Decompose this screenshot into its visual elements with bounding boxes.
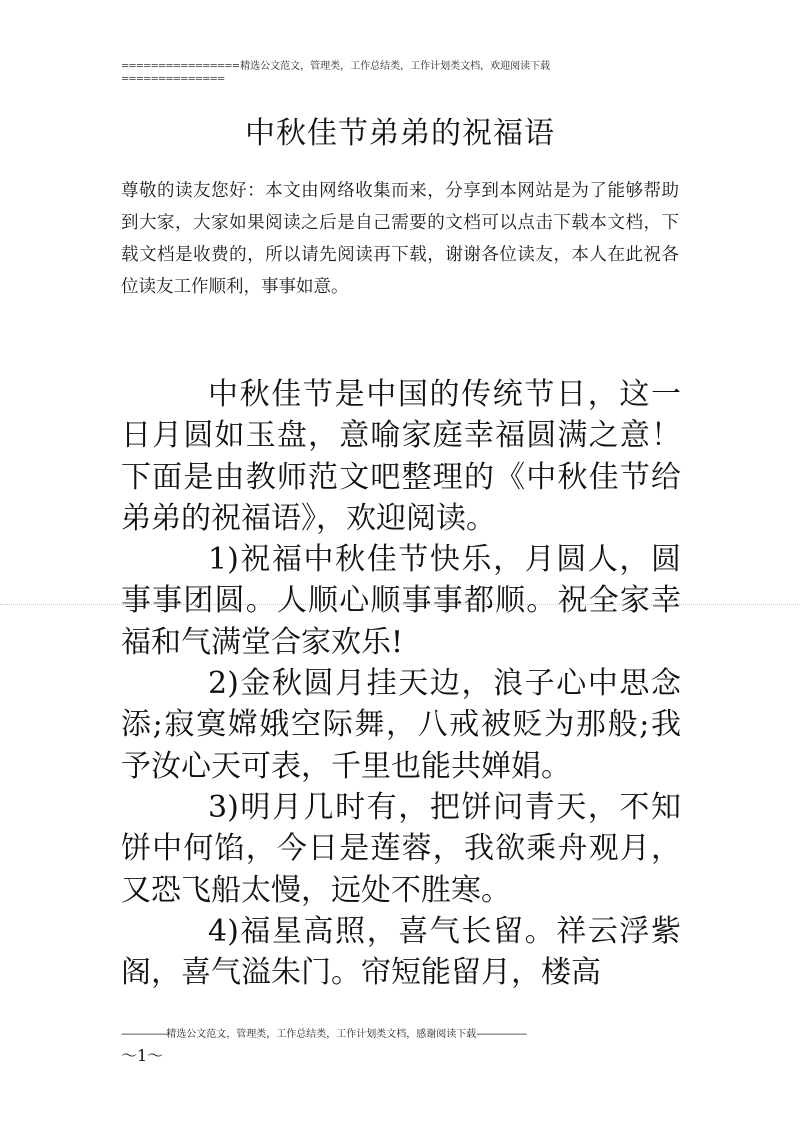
page-header [121, 60, 681, 73]
body-paragraph-intro: 中秋佳节是中国的传统节日，这一日月圆如玉盘，意喻家庭幸福圆满之意！下面是由教师范文吧整理的《中秋佳节给弟弟的祝福语》，欢迎阅读。 [121, 377, 681, 536]
document-title: 中秋佳节弟弟的祝福语 [245, 116, 555, 151]
header-text: =精选公文范文，管理类，工作总结类，工作计划类文档，欢迎阅读下载 [231, 61, 551, 72]
page-number: ～1～ [121, 1046, 164, 1065]
reader-notice: 尊敬的读友您好：本文由网络收集而来，分享到本网站是为了能够帮助到大家，大家如果阅读之后是自己需要的文档可以点击下载本文档，下载文档是收费的，所以请先阅读再下载，谢谢各位读友，本人在此祝各位读友工作顺利，事事如意。 [121, 181, 679, 297]
body-paragraph-2: 2)金秋圆月挂天边，浪子心中思念添;寂寞嫦娥空际舞，八戒被贬为那般;我予汝心天可表，千里也能共婵娟。 [121, 666, 681, 784]
footer-text: 精选公文范文，管理类，工作总结类，工作计划类文档，感谢阅读下载 [166, 1029, 477, 1040]
body-paragraph-4: 4)福星高照，喜气长留。祥云浮紫阁，喜气溢朱门。帘短能留月，楼高 [121, 913, 681, 991]
header-rule-second-line: ============== [121, 74, 225, 85]
header-rule: =============== [121, 61, 232, 72]
footer-rule-left: ------------------- [121, 1029, 167, 1040]
page-footer [121, 1028, 681, 1041]
footer-rule-right: --------------------- [476, 1029, 527, 1040]
body-paragraph-3: 3)明月几时有，把饼问青天，不知饼中何馅，今日是莲蓉，我欲乘舟观月，又恐飞船太慢，远处不胜寒。 [121, 789, 681, 908]
body-paragraph-1: 1)祝福中秋佳节快乐，月圆人，圆事事团圆。人顺心顺事事都顺。祝全家幸福和气满堂合家欢乐! [121, 542, 681, 660]
document-body [121, 374, 681, 993]
